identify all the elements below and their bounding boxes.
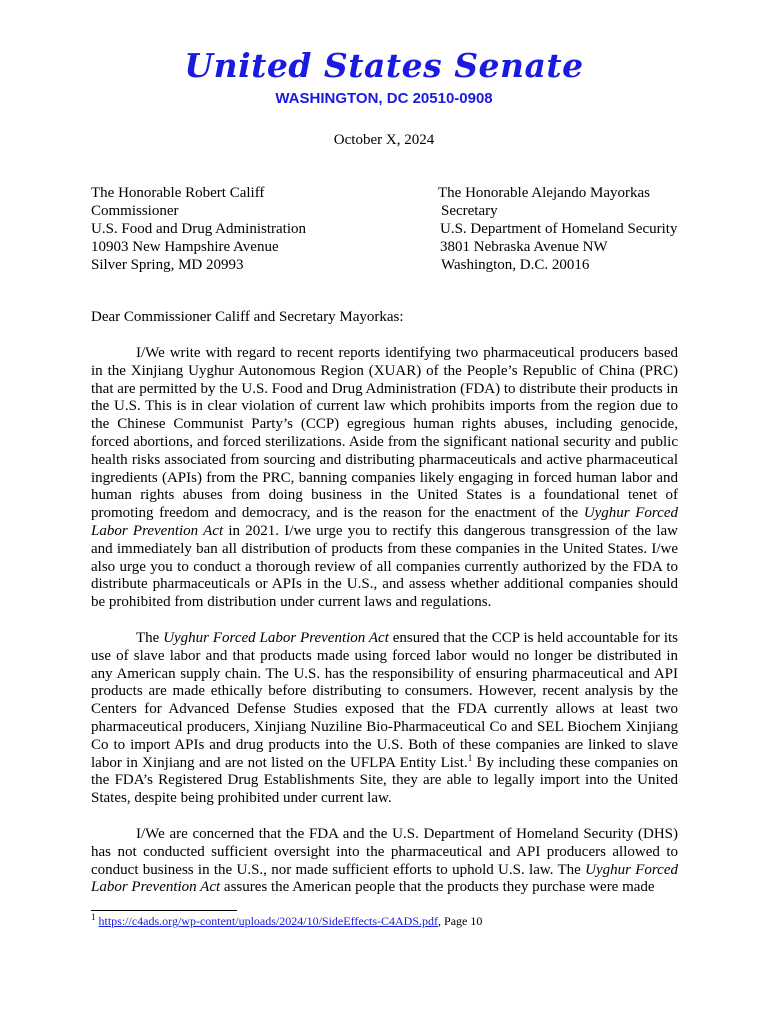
act-title: Uyghur Forced Labor Prevention Act — [91, 861, 678, 896]
recipient-street: 3801 Nebraska Avenue NW — [440, 239, 608, 255]
act-title: Uyghur Forced Labor Prevention Act — [91, 505, 678, 539]
recipient-city: Washington, D.C. 20016 — [441, 257, 590, 273]
letterhead-title: United States Senate — [184, 46, 584, 85]
recipient-city: Silver Spring, MD 20993 — [91, 257, 244, 273]
recipient-street: 10903 New Hampshire Avenue — [91, 239, 279, 255]
recipient-name: The Honorable Alejando Mayorkas — [438, 185, 651, 201]
footnote-link[interactable]: https://c4ads.org/wp-content/uploads/2024/10/SideEffects-C4ADS.pdf — [98, 914, 439, 928]
recipient-title: Commissioner — [91, 203, 179, 219]
salutation: Dear Commissioner Califf and Secretary Mayorkas: — [91, 309, 404, 325]
paragraph-text: ensured that the CCP is held accountable for its use of slave labor and that products made using forced labor would no longer be distributed in any American supply chain. The U.S. has the responsibility of ensuring pharmaceutical and API products are made ethically before distributing to consumers. However, recent analysis by the Centers for Advanced Defense Studies exposed that the FDA currently allows at least two pharmaceutical producers, Xinjiang Nuziline Bio-Pharmaceutical Co and SEL Biochem Xinjiang Co to import APIs and drug products into the U.S. Both of these companies are linked to slave labor in Xinjiang and are not listed on the UFLPA Entity List. — [91, 630, 678, 771]
paragraph-2 — [91, 630, 678, 808]
recipient-org: U.S. Department of Homeland Security — [440, 221, 678, 237]
paragraph-1 — [91, 345, 678, 612]
recipient-title: Secretary — [441, 203, 498, 219]
paragraph-text: I/We write with regard to recent reports identifying two pharmaceutical producers based in the Xinjiang Uyghur Autonomous Region (XUAR) of the People’s Republic of China (PRC) that are permitted by the U.S. Food and Drug Administration (FDA) to distribute their products in the U.S. This is in clear violation of current law which prohibits imports from the region due to the Chinese Communist Party’s (CCP) egregious human rights abuses, including genocide, forced abortions, and forced sterilizations. Aside from the significant national security and public health risks associated from sourcing and distributing pharmaceuticals and active pharmaceutical ingredients (APIs) from the PRC, banning companies likely engaging in forced human labor and human rights abuses from doing business in the United States is a foundational tenet of promoting freedom and democracy, and is the reason for the enactment of the — [91, 345, 678, 522]
recipient-right-address — [438, 184, 677, 274]
paragraph-text: The — [136, 630, 164, 646]
act-title: Uyghur Forced Labor Prevention Act — [163, 630, 389, 646]
paragraph-text: in 2021. I/we urge you to rectify this dangerous transgression of the law and immediately ban all distribution of products from these companies in the United States. I/we also urge you to conduct a thorough review of all companies currently authorized by the FDA to distribute pharmaceuticals or APIs in the U.S., and assess whether additional companies should be prohibited from distribution under current laws and regulations. — [91, 522, 678, 611]
recipient-left-address — [91, 184, 306, 274]
letterhead-address: WASHINGTON, DC 20510-0908 — [275, 90, 493, 107]
paragraph-3 — [91, 826, 678, 897]
footnote-number: 1 — [91, 912, 96, 922]
recipient-name: The Honorable Robert Califf — [91, 185, 265, 201]
footnote — [91, 914, 482, 928]
footnote-ref[interactable]: 1 — [467, 752, 473, 763]
footnote-divider — [91, 910, 237, 911]
paragraph-text: By including these companies on the FDA’s Registered Drug Establishments Site, they are able to legally import into the United States, despite being prohibited under current law. — [91, 754, 678, 807]
paragraph-text: assures the American people that the products they purchase were made — [220, 879, 655, 896]
footnote-suffix: , Page 10 — [438, 914, 483, 928]
paragraph-text: I/We are concerned that the FDA and the U.S. Department of Homeland Security (DHS) has not conducted sufficient oversight into the pharmaceutical and API producers allowed to conduct business in the U.S., nor made sufficient efforts to uphold U.S. law. The — [91, 826, 678, 878]
letter-date: October X, 2024 — [333, 132, 435, 148]
recipient-org: U.S. Food and Drug Administration — [91, 221, 307, 237]
